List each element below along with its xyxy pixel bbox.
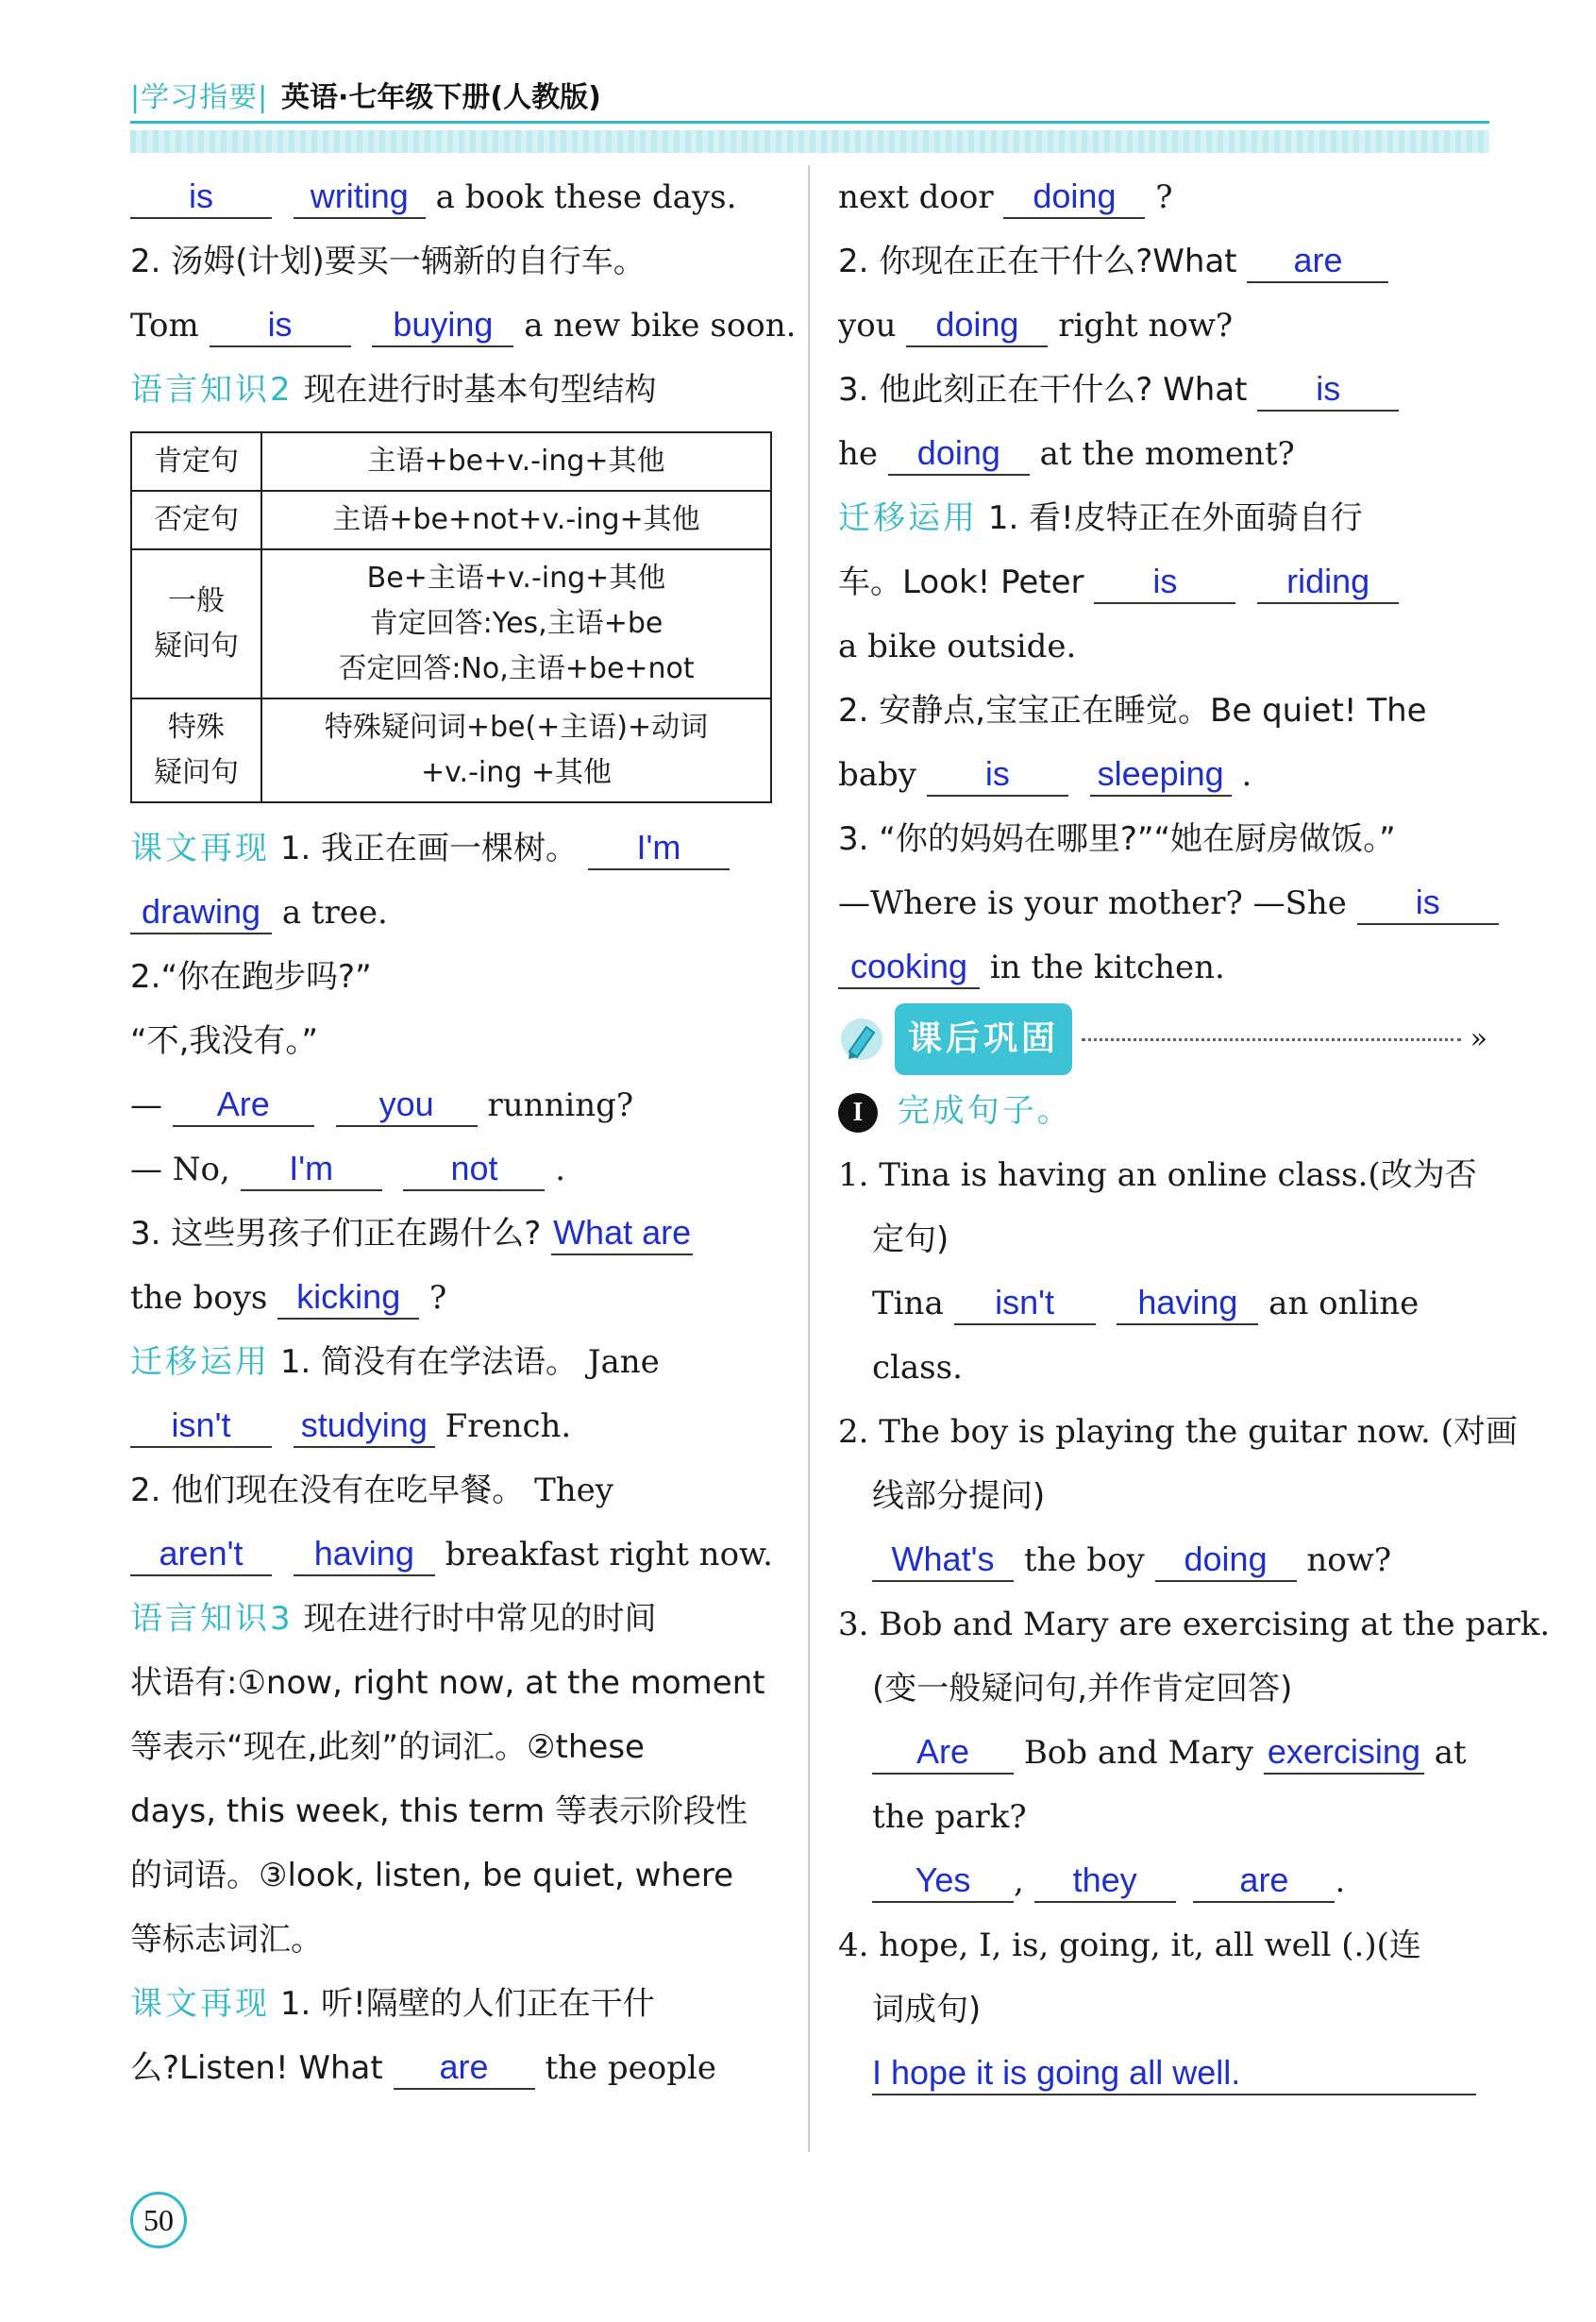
left-kw2	[130, 1972, 780, 2036]
answer-blank[interactable]: Yes	[872, 1859, 1014, 1903]
sentence-text: Tina	[872, 1285, 944, 1322]
exercise-title	[838, 1079, 1487, 1143]
answer-blank[interactable]: doing	[906, 304, 1048, 347]
right-line-4	[838, 358, 1487, 422]
table-value: 主语+be+v.-ing+其他	[261, 432, 771, 491]
exercise-line: 3. Bob and Mary are exercising at the park.	[838, 1606, 1551, 1643]
section-text: 现在进行时基本句型结构	[303, 371, 657, 409]
sentence-text: Tom	[130, 307, 199, 345]
exercise-line	[838, 1528, 1487, 1592]
right-line-2	[838, 229, 1487, 294]
answer-blank[interactable]: riding	[1257, 561, 1399, 604]
exercise-line: Yes , they are .	[838, 1849, 1487, 1913]
table-key: 特殊 疑问句	[131, 698, 261, 802]
table-row	[131, 432, 771, 491]
table-row	[131, 698, 771, 802]
answer-blank[interactable]: is	[1094, 561, 1235, 604]
left-kw1b	[130, 881, 780, 945]
answer-blank[interactable]: doing	[888, 432, 1030, 476]
section-text: 现在进行时中常见的时间	[303, 1600, 657, 1638]
left-column	[130, 165, 797, 2100]
answer-blank[interactable]: Are	[872, 1731, 1014, 1775]
right-line-7: a bike outside.	[838, 628, 1077, 665]
sentence-text: ?	[1155, 178, 1173, 216]
sentence-text: 1. 我正在画一棵树。	[279, 830, 579, 867]
sentence-text: Bob and Mary	[1023, 1734, 1254, 1772]
page-header	[130, 74, 1489, 113]
after-class-badge: 课后巩固	[895, 1003, 1072, 1075]
knowledge-2-heading	[130, 358, 780, 422]
exercise-line: class.	[872, 1349, 963, 1387]
sentence-text: 么?Listen! What	[130, 2049, 383, 2087]
right-line-10: 3. “你的妈妈在哪里?”“她在厨房做饭。”	[838, 820, 1396, 858]
table-value: 特殊疑问词+be(+主语)+动词 +v.-ing +其他	[261, 698, 771, 802]
right-line-8: 2. 安静点,宝宝正在睡觉。Be quiet! The	[838, 692, 1427, 730]
sentence-text: —Where is your mother? —She	[838, 884, 1347, 922]
right-line-11	[838, 871, 1487, 935]
left-qy1b	[130, 1394, 780, 1458]
answer-blank[interactable]: sleeping	[1090, 753, 1232, 797]
table-value: 主语+be+not+v.-ing+其他	[261, 491, 771, 549]
section-tag: 语言知识2	[130, 371, 294, 409]
answer-blank[interactable]: drawing	[130, 891, 272, 934]
left-line-1	[130, 165, 780, 229]
left-kw2b	[130, 2036, 780, 2100]
exercise-line	[838, 2042, 1487, 2106]
left-q2d	[130, 1137, 780, 1202]
section-tag: 课文再现	[130, 1985, 270, 2023]
left-q2a: 2.“你在跑步吗?”	[130, 958, 372, 996]
sentence-text: 3. 他此刻正在干什么? What	[838, 371, 1248, 409]
answer-blank[interactable]: buying	[372, 304, 513, 347]
sentence-text: at	[1434, 1734, 1467, 1772]
answer-blank[interactable]: is	[210, 304, 351, 347]
section-tag: 迁移运用	[838, 499, 978, 537]
answer-blank[interactable]: aren't	[130, 1533, 272, 1576]
exercise-line: 定句)	[872, 1220, 949, 1258]
right-line-12	[838, 935, 1487, 1000]
sentence-text: —	[130, 1086, 162, 1124]
exercise-line	[838, 1271, 1487, 1336]
sentence-text: French.	[445, 1407, 572, 1445]
knowledge-3-line: 等标志词汇。	[130, 1921, 323, 1959]
right-line-3	[838, 294, 1487, 358]
answer-blank[interactable]: exercising	[1264, 1731, 1424, 1775]
left-q2c	[130, 1073, 780, 1137]
right-line-5	[838, 422, 1487, 486]
answer-blank[interactable]: is	[1257, 368, 1399, 412]
right-line-9	[838, 743, 1487, 807]
left-kw1	[130, 816, 780, 881]
grammar-table	[130, 431, 772, 803]
answer-blank[interactable]: kicking	[277, 1276, 419, 1320]
table-value: Be+主语+v.-ing+其他 肯定回答:Yes,主语+be 否定回答:No,主语+be+not	[261, 549, 771, 698]
answer-blank[interactable]: not	[403, 1148, 545, 1191]
sentence-text: an online	[1268, 1285, 1420, 1322]
sentence-text: a book these days.	[435, 178, 737, 216]
answer-blank[interactable]: having	[294, 1533, 435, 1576]
sentence-text: 车。Look! Peter	[838, 564, 1084, 601]
sentence-text: right now?	[1058, 307, 1234, 345]
sentence-text: now?	[1306, 1541, 1392, 1579]
header-tag: |学习指要|	[130, 81, 269, 114]
right-qy	[838, 486, 1487, 550]
sentence-text: Jane	[587, 1343, 660, 1381]
exercise-line: the park?	[872, 1798, 1027, 1836]
column-divider	[808, 165, 810, 2152]
answer-blank[interactable]: isn't	[954, 1282, 1096, 1325]
left-q3b	[130, 1266, 780, 1330]
sentence-text: 3. 这些男孩子们正在踢什么?	[130, 1215, 542, 1253]
exercise-line: 词成句)	[872, 1991, 982, 2028]
answer-blank[interactable]: is	[927, 753, 1068, 797]
sentence-text: 1. 简没有在学法语。	[279, 1343, 579, 1381]
sentence-text: They	[534, 1472, 613, 1509]
after-class-heading	[838, 1000, 1487, 1079]
sentence-text: .	[1241, 756, 1252, 794]
page-number: 50	[130, 2192, 187, 2248]
answer-blank[interactable]: you	[336, 1084, 478, 1127]
sentence-text: he	[838, 435, 879, 473]
sentence-text: a tree.	[281, 894, 388, 932]
table-key: 肯定句	[131, 432, 261, 491]
answer-blank[interactable]: What's	[872, 1539, 1014, 1582]
section-tag: 语言知识3	[130, 1600, 294, 1638]
left-line-3	[130, 294, 797, 358]
answer-blank[interactable]: doing	[1003, 176, 1145, 219]
exercise-title-text: 完成句子。	[897, 1092, 1072, 1130]
sentence-text: 2. 你现在正在干什么?What	[838, 243, 1237, 280]
header-band	[130, 130, 1489, 153]
sentence-text: — No,	[130, 1151, 230, 1188]
table-key: 否定句	[131, 491, 261, 549]
sentence-text: baby	[838, 756, 917, 794]
right-line-1	[838, 165, 1487, 229]
sentence-text: at the moment?	[1039, 435, 1295, 473]
sentence-text: the people	[545, 2049, 716, 2087]
answer-blank[interactable]: I hope it is going all well.	[872, 2052, 1476, 2095]
answer-blank[interactable]: having	[1117, 1282, 1258, 1325]
knowledge-3-line: days, this week, this term 等表示阶段性	[130, 1792, 748, 1830]
sentence-text: .	[555, 1151, 566, 1188]
sentence-text: the boys	[130, 1279, 268, 1317]
table-row	[131, 549, 771, 698]
answer-blank[interactable]: is	[130, 176, 272, 219]
answer-blank[interactable]: Are	[173, 1084, 314, 1127]
sentence-text: the boy	[1023, 1541, 1145, 1579]
left-line-2: 2. 汤姆(计划)要买一辆新的自行车。	[130, 243, 646, 280]
answer-blank[interactable]: are	[1247, 240, 1388, 283]
sentence-text: next door	[838, 178, 994, 216]
header-title: 英语·七年级下册(人教版)	[281, 81, 601, 114]
answer-blank[interactable]: I'm	[241, 1148, 382, 1191]
answer-blank[interactable]: I'm	[588, 827, 730, 870]
exercise-line: (变一般疑问句,并作肯定回答)	[872, 1670, 1293, 1708]
exercise-line: 4. hope, I, is, going, it, all well (.)(连	[838, 1927, 1421, 1964]
exercise-line	[838, 1721, 1487, 1785]
double-chevron-icon: »	[1470, 1022, 1487, 1055]
left-qy1	[130, 1330, 780, 1394]
knowledge-3-line: 等表示“现在,此刻”的词汇。②these	[130, 1728, 645, 1766]
answer-blank[interactable]: is	[1357, 882, 1499, 925]
right-column	[838, 165, 1551, 2106]
answer-blank[interactable]: doing	[1155, 1539, 1297, 1582]
sentence-text: breakfast right now.	[445, 1536, 773, 1573]
sentence-text: 1. 听!隔壁的人们正在干什	[279, 1985, 655, 2023]
sentence-text: ?	[429, 1279, 447, 1317]
answer-blank[interactable]: cooking	[838, 946, 980, 989]
section-tag: 迁移运用	[130, 1343, 270, 1381]
pencil-icon	[838, 1016, 885, 1063]
knowledge-3-line: 状语有:①now, right now, at the moment	[130, 1664, 765, 1702]
left-q2b: “不,我没有。”	[130, 1022, 319, 1060]
knowledge-3-heading	[130, 1587, 780, 1651]
answer-blank[interactable]: writing	[294, 176, 426, 219]
section-tag: 课文再现	[130, 830, 270, 867]
answer-blank[interactable]: What are	[551, 1212, 693, 1255]
exercise-line: 线部分提问)	[872, 1477, 1046, 1515]
answer-blank[interactable]: they	[1034, 1859, 1176, 1903]
answer-blank[interactable]: are	[394, 2046, 535, 2090]
table-key: 一般 疑问句	[131, 549, 261, 698]
answer-blank[interactable]: studying	[294, 1405, 435, 1448]
header-rule	[130, 121, 1489, 124]
sentence-text: running?	[487, 1086, 634, 1124]
table-row	[131, 491, 771, 549]
left-q3a	[130, 1202, 780, 1266]
exercise-number-icon: I	[838, 1093, 878, 1133]
exercise-line: 2. The boy is playing the guitar now. (对画	[838, 1413, 1518, 1451]
sentence-text: you	[838, 307, 897, 345]
exercise-line: 1. Tina is having an online class.(改为否	[838, 1156, 1477, 1194]
left-qy2b	[130, 1523, 780, 1587]
dotted-rule	[1082, 1038, 1461, 1041]
sentence-text: 1. 看!皮特正在外面骑自行	[987, 499, 1363, 537]
answer-blank[interactable]: isn't	[130, 1405, 272, 1448]
right-line-6	[838, 550, 1487, 614]
sentence-text: in the kitchen.	[989, 949, 1225, 986]
answer-blank[interactable]: are	[1193, 1859, 1335, 1903]
knowledge-3-line: 的词语。③look, listen, be quiet, where	[130, 1857, 734, 1894]
sentence-text: a new bike soon.	[524, 307, 797, 345]
sentence-text: 2. 他们现在没有在吃早餐。	[130, 1472, 525, 1509]
left-qy2	[130, 1458, 780, 1523]
